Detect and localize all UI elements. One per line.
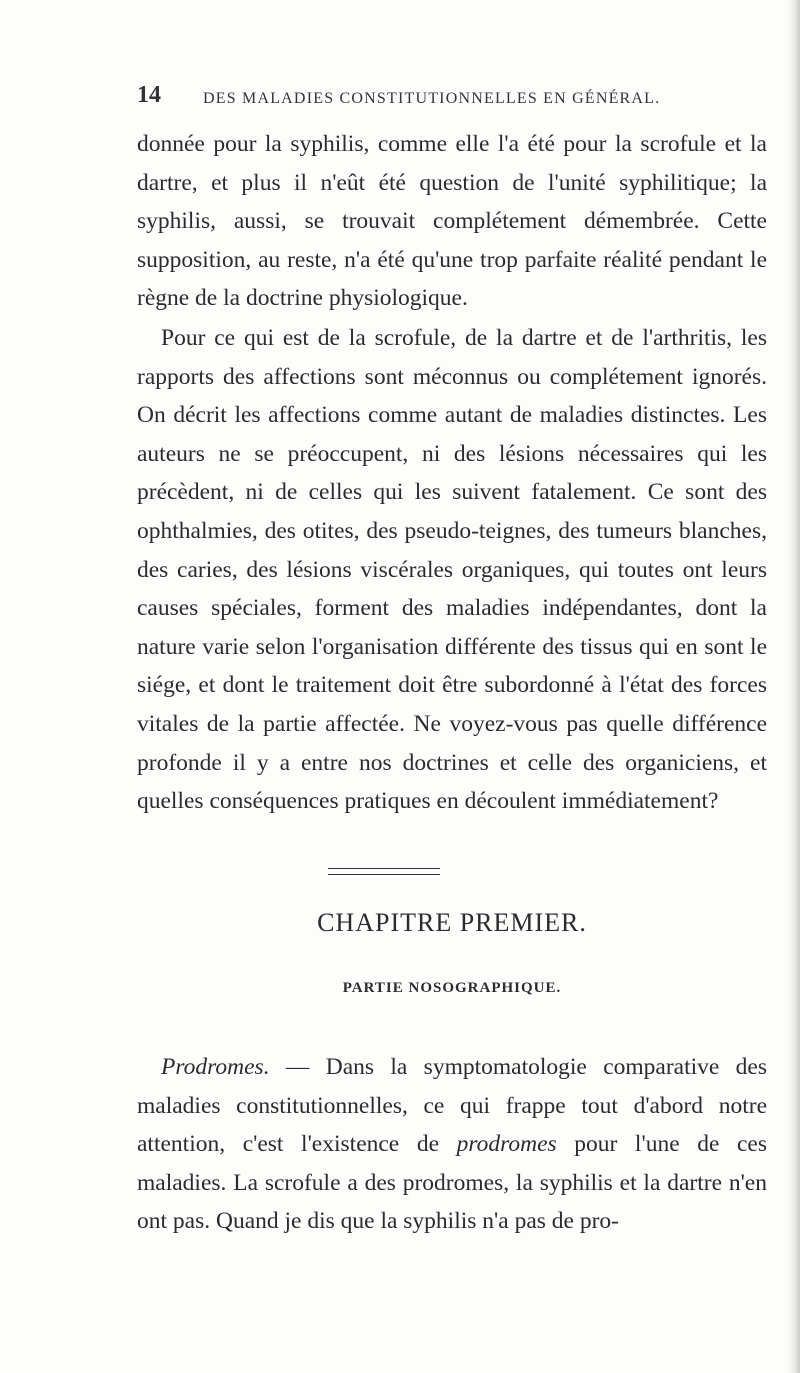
paragraph-3-text-after: pour l'une de ces maladies. La scrofule a des prodromes, la syphilis et la dartre n'en ont pas. Quand je dis que la syphilis n'a pas de pro- xyxy=(137,1131,767,1235)
section-title: PARTIE NOSOGRAPHIQUE. xyxy=(342,980,562,996)
paragraph-3-text-before: — Dans la symptomatologie comparative des maladies constitutionnelles, ce qui frappe tout d'abord notre attention, c'est l'existence de xyxy=(137,1054,767,1158)
paragraph-3-lead: Prodromes. xyxy=(161,1054,270,1080)
section-divider-top xyxy=(328,868,440,869)
running-head xyxy=(137,82,757,118)
section-divider-bottom xyxy=(328,874,440,875)
paragraph-2: Pour ce qui est de la scrofule, de la dartre et de l'arthritis, les rapports des affections sont méconnus ou complétement ignorés. On décrit les affections comme autant de maladies distinctes. Les auteurs ne se préoccupent, ni des lésions nécessaires qui les précèdent, ni de celles qui les suivent fatalement. Ce sont des ophthalmies, des otites, des pseudo-teignes, des tumeurs blanches, des caries, des lésions viscérales organiques, qui toutes ont leurs causes spéciales, forment des maladies indépendantes, dont la nature varie selon l'organisation différente des tissus qui en sont le siége, et dont le traitement doit être subordonné à l'état des forces vitales de la partie affectée. Ne voyez-vous pas quelle différence profonde il y a entre nos doctrines et celle des organiciens, et quelles conséquences pratiques en découlent immédiatement? xyxy=(137,325,767,815)
paragraph-3-emphasis: prodromes xyxy=(456,1131,557,1158)
chapter-title: CHAPITRE PREMIER. xyxy=(317,908,587,937)
page-edge-shadow xyxy=(786,0,800,1373)
page-number: 14 xyxy=(137,82,161,108)
running-title: DES MALADIES CONSTITUTIONNELLES EN GÉNÉRAL. xyxy=(203,90,661,107)
paragraph-1: donnée pour la syphilis, comme elle l'a été pour la scrofule et la dartre, et plus il n'eût été question de l'unité syphilitique; la syphilis, aussi, se trouvait complétement démembrée. Cette supposition, au reste, n'a été qu'une trop parfaite réalité pendant le règne de la doctrine physiologique. xyxy=(137,131,767,312)
paragraph-3 xyxy=(137,1048,767,1241)
